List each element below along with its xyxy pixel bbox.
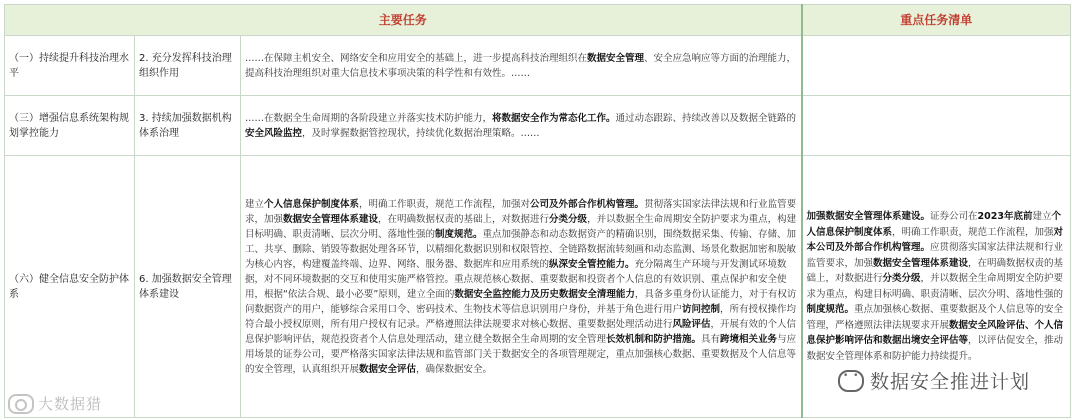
emphasis-text: 数据安全评估	[359, 363, 417, 375]
body-text: ……在保障主机安全、网络安全和应用安全的基础上，进一步提高科技治理组织在	[245, 52, 588, 64]
body-text: ，并以数据全生命周期安全防护要求为重点，构建目标明确、职责清晰、层次分明、落地性强的	[245, 213, 797, 240]
key-task-cell	[802, 36, 1071, 96]
emphasis-text: 分类分级	[882, 273, 921, 284]
body-text: ，明确工作职责，规范工作流程，加强	[892, 226, 1054, 238]
body-text: 证券公司在	[930, 211, 978, 222]
body-text: 建立	[1032, 211, 1052, 222]
emphasis-text: 加强数据安全管理体系建设。	[806, 211, 931, 222]
body-text: 建立	[245, 198, 265, 210]
category-cell: （一）持续提升科技治理水平	[5, 36, 135, 96]
emphasis-text: 个人信息保护制度体系	[264, 198, 360, 210]
emphasis-text: 公司及外部合作机构管理。	[530, 198, 645, 210]
emphasis-text: 数据安全管理体系建设	[283, 213, 379, 225]
emphasis-text: 数据安全管理	[587, 52, 645, 64]
task-table-sheet	[4, 4, 1070, 416]
emphasis-text: 分类分级	[549, 213, 588, 225]
watermark-left-text: 大数据猎	[38, 395, 103, 413]
emphasis-text: 长效机制和防护措施。	[606, 333, 702, 345]
subtask-cell: 3. 持续加强数据机构体系治理	[135, 96, 241, 156]
body-text: ……在数据全生命周期的各阶段建立并落实技术防护能力，	[245, 112, 493, 124]
emphasis-text: 将数据安全作为常态化工作。	[492, 112, 616, 124]
body-text: ，所有授权操作均符合最小授权原则，所有用户授权有记录。严格遵照法律法规要求对核心数据、重要数据处理活动进行	[245, 303, 797, 330]
body-text: ，具备多重身份认证能力，对于有权访问数据资产的用户，能够综合采用口令、密码技术、生物技术等信息识别用户身份，并基于角色进行用户	[245, 288, 797, 315]
table-row	[5, 36, 1071, 96]
category-cell: （三）增强信息系统架构规划掌控能力	[5, 96, 135, 156]
task-table	[4, 4, 1071, 418]
emphasis-text: 对本公司及外部合作机构管理。	[806, 226, 1064, 253]
emphasis-text: 数据安全监控能力及历史数据安全清理能力	[454, 288, 635, 300]
body-text: 、安全应急响应等方面的治理能力，提高科技治理组织对重大信息技术事项决策的科学性和有效性。……	[245, 52, 797, 79]
body-text: ，以评估促安全，推动数据安全管理体系和防护能力持续提升。	[806, 335, 1064, 362]
body-text: ，明确工作职责，规范工作流程，加强对	[359, 198, 531, 210]
body-text: ，确保数据安全。	[416, 363, 493, 375]
watermark-right	[838, 367, 1030, 394]
body-text: 具有	[701, 333, 721, 345]
body-text: 与应用场景的证券公司，要严格落实国家法律法规和监管部门关于数据安全的各项管理规定，重点加强核心数据、重要数据及个人信息等的安全管理，认真组织开展	[245, 333, 797, 375]
body-text: ，在明确数据权责的基础上，对数据进行	[378, 213, 550, 225]
subtask-cell: 6. 加强数据安全管理体系建设	[135, 156, 241, 418]
emphasis-text: 访问控制	[682, 303, 721, 315]
body-text: 通过动态跟踪、持续改善以及数据全链路的	[615, 112, 797, 124]
subtask-cell: 2. 充分发挥科技治理组织作用	[135, 36, 241, 96]
header-main-tasks: 主要任务	[5, 5, 802, 36]
watermark-right-text: 数据安全推进计划	[869, 371, 1030, 393]
emphasis-text: 数据安全管理体系建设	[873, 257, 969, 269]
emphasis-text: 制度规范。	[435, 228, 483, 240]
logo-icon	[8, 394, 34, 414]
emphasis-text: 2023年底前	[977, 211, 1033, 222]
body-text: ，及时掌握数据管控现状，持续优化数据治理策略。……	[302, 127, 540, 139]
body-text: ，开展有效的个人信息保护影响评估，规范投资者个人信息处理活动，建立健全数据全生命周期的安全管理	[245, 318, 797, 345]
body-text: 应贯彻落实国家法律法规和行业监管要求，加强	[806, 242, 1064, 269]
description-cell	[241, 96, 802, 156]
emphasis-text: 风险评估	[672, 318, 711, 330]
table-row	[5, 96, 1071, 156]
watermark-left	[8, 393, 102, 414]
emphasis-text: 纵深安全管控能力。	[549, 258, 635, 270]
emphasis-text: 跨境相关业务	[720, 333, 778, 345]
emphasis-text: 数据安全风险评估、个人信息保护影响评估和数据出境安全评估等	[806, 319, 1064, 346]
description-cell	[241, 36, 802, 96]
emphasis-text: 个人信息保护制度体系	[806, 211, 1062, 238]
emphasis-text: 制度规范。	[806, 304, 855, 315]
emphasis-text: 安全风险监控	[245, 127, 303, 139]
category-cell: （六）健全信息安全防护体系	[5, 156, 135, 418]
wechat-icon	[838, 370, 864, 392]
body-text: 重点加强静态和动态数据资产的精确识别，围绕数据采集、传输、存储、加工、共享、删除、销毁等数据处理各环节，以精细化数据识别和权限管控、全链路数据流转刻画和动态监测、场景化数据加密和脱敏为核心内容，构建覆盖终端、边界、网络、服务器、数据库和应用系统的	[245, 228, 797, 270]
description-cell	[241, 156, 802, 418]
body-text: 充分隔离生产环境与开发测试环境数据，对不同环境数据的交互和使用实施严格管控。重点规范核心数据、重要数据和投资者个人信息的有效识别、重点保护和安全使用，根据“依法合规、最小必要”原则，建立全面的	[245, 258, 787, 300]
body-text: ，并以数据全生命周期安全防护要求为重点，构建目标明确、职责清晰、层次分明、落地性强的	[806, 273, 1064, 300]
key-task-cell	[802, 96, 1071, 156]
body-text: ，在明确数据权责的基础上，对数据进行	[806, 257, 1064, 284]
table-header-row	[5, 5, 1071, 36]
body-text: 贯彻落实国家法律法规和行业监管要求，加强	[245, 198, 797, 225]
body-text: 重点加强核心数据、重要数据及个人信息等的安全管理，严格遵照法律法规要求开展	[806, 304, 1064, 331]
header-key-tasks: 重点任务清单	[802, 5, 1071, 36]
